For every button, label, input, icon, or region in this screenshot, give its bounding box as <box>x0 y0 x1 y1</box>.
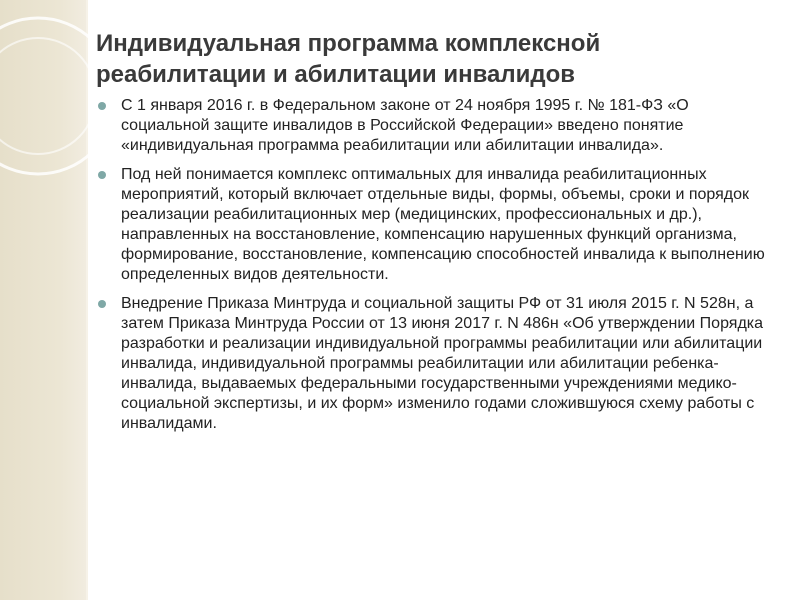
bullet-text: С 1 января 2016 г. в Федеральном законе от 24 ноября 1995 г. № 181-ФЗ «О социальной защите инвалидов в Российской Федерации» введено понятие «индивидуальная программа реабилитации или абилитации инвалида». <box>121 97 689 154</box>
bullet-text: Внедрение Приказа Минтруда и социальной защиты РФ от 31 июля 2015 г. N 528н, а затем Приказа Минтруда России от 13 июня 2017 г. N 486н «Об утверждении Порядка разработки и реализации индивидуальной программы реабилитации или абилитации инвалида, индивидуальной программы реабилитации или абилитации ребенка-инвалида, выдаваемых федеральными государственными учреждениями медико-социальной экспертизы, и их форм» изменило годами сложившуюся схему работы с инвалидами. <box>121 295 764 432</box>
bullet-item <box>98 165 770 285</box>
bullet-dot-icon <box>98 102 106 110</box>
bullet-text: Под ней понимается комплекс оптимальных для инвалида реабилитационных мероприятий, который включает отдельные виды, формы, объемы, сроки и порядок реализации реабилитационных мер (медицинских, профессиональных и др.), направленных на восстановление, компенсацию нарушенных функций организма, формирование, восстановление, компенсацию способностей инвалида к выполнению определенных видов деятельности. <box>121 166 765 283</box>
bullet-item <box>98 96 770 156</box>
bullet-dot-icon <box>98 171 106 179</box>
bullet-dot-icon <box>98 300 106 308</box>
bullet-list <box>98 96 770 443</box>
bullet-item <box>98 294 770 434</box>
slide-title: Индивидуальная программа комплексной реабилитации и абилитации инвалидов <box>96 30 601 88</box>
decorative-circle-inner <box>0 38 96 154</box>
